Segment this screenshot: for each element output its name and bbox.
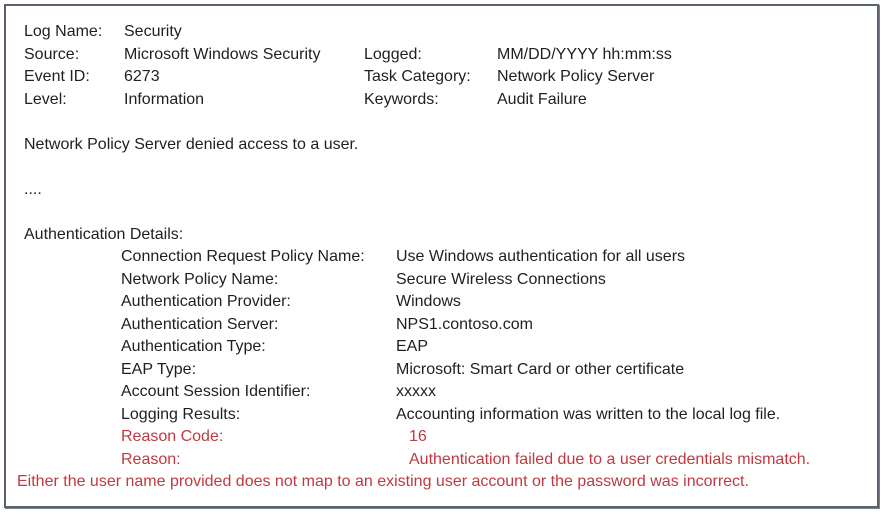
event-id-value: 6273 [124,68,160,85]
task-category-value: Network Policy Server [497,68,655,85]
detail-row-reason [24,449,877,472]
reason-continuation-text: Either the user name provided does not map to an existing user account or the password was incorrect. [17,473,749,490]
reason-code-value: 16 [409,428,427,445]
header-row-level-keywords [24,89,877,112]
account-session-identifier-label: Account Session Identifier: [121,383,311,400]
source-value: Microsoft Windows Security [124,45,321,63]
spacer-line [24,201,877,224]
level-label: Level: [24,90,67,108]
detail-row-authentication-provider [24,291,877,314]
header-row-eventid-taskcategory [24,66,877,89]
detail-row-network-policy-name [24,269,877,292]
event-description: Network Policy Server denied access to a user. [24,135,359,153]
authentication-type-label: Authentication Type: [121,338,266,355]
logged-label: Logged: [364,45,422,63]
authentication-provider-value: Windows [396,293,461,310]
connection-request-policy-label: Connection Request Policy Name: [121,248,365,265]
authentication-server-label: Authentication Server: [121,315,279,333]
logging-results-label: Logging Results: [121,405,241,423]
detail-row-reason-code [24,426,877,449]
detail-row-logging-results [24,404,877,427]
connection-request-policy-value: Use Windows authentication for all users [396,248,686,265]
logging-results-value: Accounting information was written to the local log file. [396,405,781,423]
header-row-log-name [24,21,877,44]
log-name-label: Log Name: [24,23,103,40]
source-label: Source: [24,45,80,63]
reason-label: Reason: [121,450,181,468]
keywords-label: Keywords: [364,90,439,108]
detail-row-authentication-type [24,336,877,359]
detail-row-connection-request-policy [24,246,877,269]
task-category-label: Task Category: [364,68,471,85]
account-session-identifier-value: xxxxx [396,383,436,400]
header-row-source-logged [24,44,877,67]
network-policy-name-label: Network Policy Name: [121,270,279,288]
log-name-value: Security [124,23,182,40]
authentication-type-value: EAP [396,338,429,355]
authentication-provider-label: Authentication Provider: [121,293,291,310]
level-value: Information [124,90,205,108]
event-log-panel [4,4,879,508]
authentication-server-value: NPS1.contoso.com [396,315,533,333]
auth-details-heading: Authentication Details: [24,225,184,243]
reason-code-label: Reason Code: [121,428,224,445]
ellipsis-line: .... [24,180,42,198]
spacer-line [24,111,877,134]
eap-type-value: Microsoft: Smart Card or other certificate [396,360,685,378]
logged-value: MM/DD/YYYY hh:mm:ss [497,45,672,63]
spacer-line [24,156,877,179]
event-id-label: Event ID: [24,68,90,85]
eap-type-label: EAP Type: [121,360,197,378]
detail-row-account-session-identifier [24,381,877,404]
network-policy-name-value: Secure Wireless Connections [396,270,606,288]
detail-row-authentication-server [24,314,877,337]
detail-row-eap-type [24,359,877,382]
keywords-value: Audit Failure [497,90,587,108]
reason-value: Authentication failed due to a user credentials mismatch. [409,450,811,468]
